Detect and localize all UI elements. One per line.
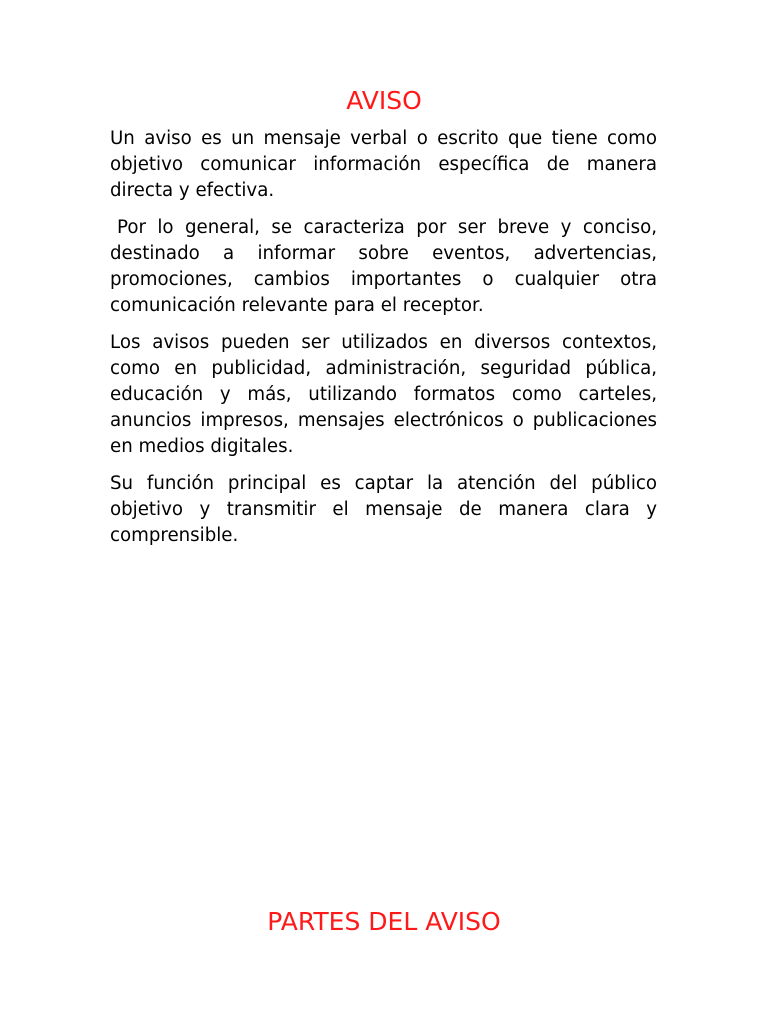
paragraph-definition: Un aviso es un mensaje verbal o escrito que tiene como objetivo comunicar información específica de manera directa y efectiva.	[110, 128, 657, 201]
paragraph-function: Su función principal es captar la atención del público objetivo y transmitir el mensaje de manera clara y comprensible.	[110, 473, 657, 546]
body-text	[110, 126, 657, 560]
paragraph-characteristics: Por lo general, se caracteriza por ser breve y conciso, destinado a informar sobre eventos, advertencias, promociones, cambios importantes o cualquier otra comunicación relevante para el receptor.	[110, 217, 657, 316]
paragraph-contexts: Los avisos pueden ser utilizados en diversos contextos, como en publicidad, administración, seguridad pública, educación y más, utilizando formatos como carteles, anuncios impresos, mensajes electrónicos o publicaciones en medios digitales.	[110, 332, 657, 457]
section-heading: PARTES DEL AVISO	[267, 907, 501, 936]
page-title: AVISO	[346, 86, 422, 115]
